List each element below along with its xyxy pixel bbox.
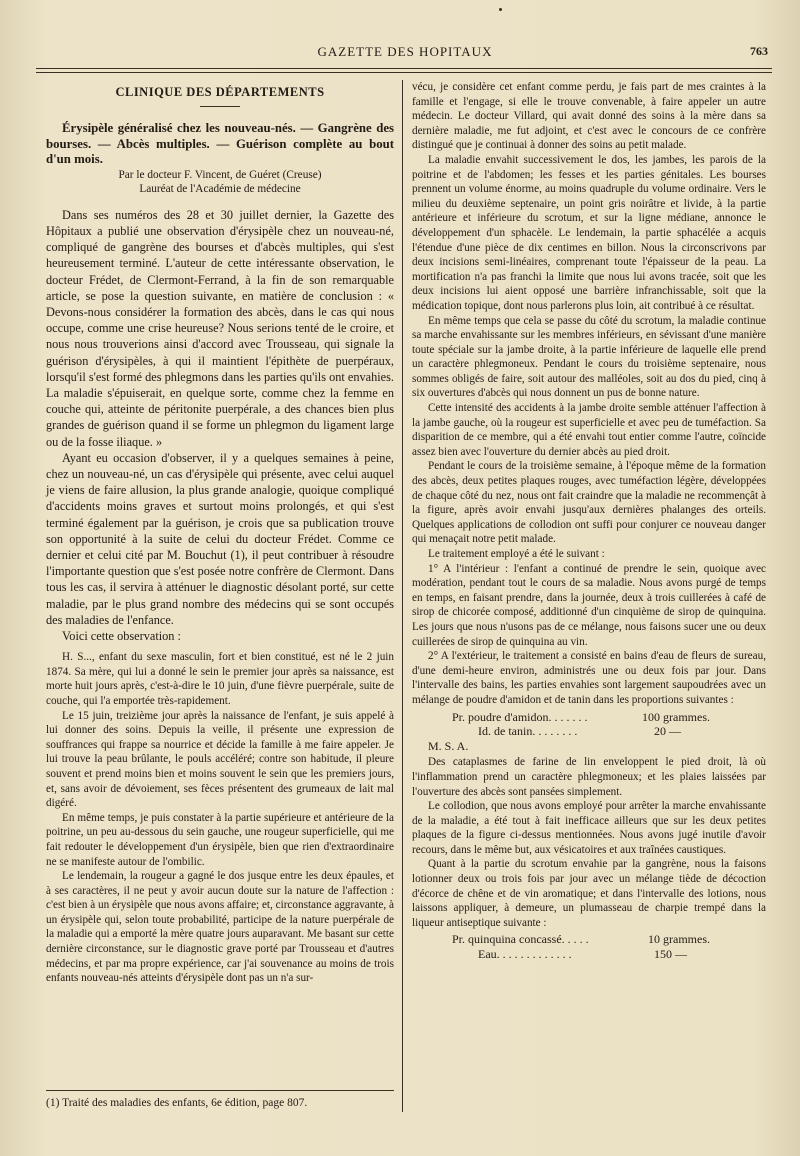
publication-title: GAZETTE DES HOPITAUX: [317, 44, 493, 59]
recipe-quantity: 150 —: [654, 947, 687, 962]
observation-paragraph: Le lendemain, la rougeur a gagné le dos jusque entre les deux épaules, et à ses caractères, il ne peut y avoir aucun doute sur la nature de l'affection : c'est bien à un érysipèle que nous avons affaire; et, circonstance aggravante, à un érysipèle qui, selon toute probabilité, participe de la nature puerpérale de la maladie qui a emporté la mère quatre jours auparavant. Me basant sur cette dernière circonstance, sur le diagnostic grave porté par Trousseau et d'autres médecins, et par ma propre expérience, car j'ai souvenance au moins de trois enfants nouveau-nés atteints d'érysipèle dont pas un n'a sur-: [46, 870, 394, 985]
author-line: Par le docteur F. Vincent, de Guéret (Creuse): [118, 168, 322, 181]
recipe-quantity: 10 grammes.: [648, 932, 710, 947]
header-rule: [36, 68, 772, 69]
recipe-item: Eau. . . . . . . . . . . . .: [478, 947, 572, 962]
footnote: (1) Traité des maladies des enfants, 6e édition, page 807.: [46, 1097, 308, 1109]
observation-paragraph: Le traitement employé a été le suivant :: [428, 548, 605, 560]
observation-paragraph: En même temps que cela se passe du côté du scrotum, la maladie continue sa marche envahissante sur les membres inférieurs, en sévissant d'une manière toute spéciale sur la jambe droite, à la partie inférieure de laquelle elle prend un caractère phlegmoneux. Pendant le cours du troisième septenaire, nous sommes obligés de faire, soit autour des malléoles, soit au dos du pied, cinq à six ouvertures d'abcès qui nous donnent un pus de bonne nature.: [412, 314, 766, 400]
observation-paragraph: 1° A l'intérieur : l'enfant a continué de prendre le sein, quoique avec modération, pendant tout le cours de sa maladie. Nous avons purgé de temps en temps, en faisant prendre, dans la journée, deux à trois cuillerées à café de sirop de chicorée composé, additionné d'un cinquième de sirop de quinquina. Les jours que nous n'usons pas de ce mélange, nous faisons sucer une ou deux cuillerées de sirop de quinquina au vin.: [412, 562, 766, 648]
recipe-item: Pr. poudre d'amidon. . . . . . .: [452, 709, 588, 724]
author-distinction: Lauréat de l'Académie de médecine: [139, 183, 301, 196]
recipe-block: [412, 710, 766, 754]
recipe-msa: M. S. A.: [428, 738, 469, 753]
observation-paragraph: Des cataplasmes de farine de lin enveloppent le pied droit, là où l'inflammation prend un caractère phlegmoneux; et les plaies laissées par l'ouverture des abcès sont pansées simplement.: [412, 756, 766, 798]
header-rule-double: [36, 72, 772, 73]
page-number: 763: [750, 44, 768, 58]
observation-paragraph: En même temps, je puis constater à la partie supérieure et antérieure de la poitrine, un peu au-dessous du sein gauche, une rougeur superficielle, qui me fait redouter le développement d'un érysipèle, bien que rien d'extraordinaire ne se manifeste autour de l'ombilic.: [46, 811, 394, 868]
recipe-item: Pr. quinquina concassé. . . . .: [452, 932, 589, 947]
paragraph: Voici cette observation :: [62, 628, 181, 643]
section-title: CLINIQUE DES DÉPARTEMENTS: [115, 85, 325, 99]
observation-paragraph: Le collodion, que nous avons employé pour arrêter la marche envahissante de la maladie, a été tout à fait inefficace ailleurs que sur les deux petites plaques de la figure ci-dessus mentionnées. Nous avons jugé inutile d'avoir recours, dans le même but, aux vésicatoires et aux traînées caustiques.: [412, 800, 766, 856]
page-header: [40, 40, 770, 66]
observation-paragraph: Cette intensité des accidents à la jambe droite semble atténuer l'affection à la jambe gauche, où la rougeur est superficielle et avec peu de tuméfaction. Sa disparition de ce membre, qui a été envahi tout entier comme l'autre, coïncide assez bien avec l'ouverture du dernier abcès au pied droit.: [412, 402, 766, 458]
observation-paragraph: H. S..., enfant du sexe masculin, fort et bien constitué, est né le 2 juin 1874. Sa mère, qui lui a donné le sein le premier jour après sa naissance, est morte huit jours après, c'est-à-dire le 10 juin, d'une fièvre puerpérale, suite de couche, qui l'a emportée très-rapidement.: [46, 651, 394, 707]
left-column: [46, 84, 394, 986]
right-column: [412, 80, 766, 964]
recipe-quantity: 100 grammes.: [642, 709, 710, 724]
footnote-rule: [46, 1090, 394, 1091]
observation-paragraph: vécu, je considère cet enfant comme perdu, je fais part de mes craintes à la famille et l'engage, si elle le trouve convenable, à faire appeler un autre médecin. Le docteur Villard, qui avait donné des soins à la mère dans sa dernière maladie, me fut adjoint, et c'est avec le concours de ce confrère distingué que je continuai à donner des soins au petit malade.: [412, 81, 766, 152]
paragraph: Dans ses numéros des 28 et 30 juillet dernier, la Gazette des Hôpitaux a publié une observation d'érysipèle chez un nouveau-né, compliqué de gangrène des bourses et d'abcès multiples, qui s'est heureusement terminé. L'auteur de cette intéressante observation, le docteur Frédet, de Clermont-Ferrand, à la fin de son remarquable article, se pose la question suivante, en matière de conclusion : « Devons-nous considérer la formation des abcès, dans le cas qui nous occupe, comme une crise heureuse? Nous serions tenté de le croire, et nous nous trouverions ainsi d'accord avec Trousseau, qui signale la guérison d'érysipèles, à qui il maintient l'épithète de puerpéraux, lorsqu'il s'est formé des phlegmons dans les parties qu'ils ont envahies. La maladie s'épuiserait, en quelque sorte, comme chez la femme en couche qui, atteinte de péritonite puerpérale, a des chances bien plus grandes de guérison quand il se forme un phlegmon du ligament large ou de la fosse iliaque. »: [46, 207, 394, 449]
article-title: Érysipèle généralisé chez les nouveau-nés. — Gangrène des bourses. — Abcès multiples. — Guérison complète au bout d'un mois.: [46, 121, 394, 167]
recipe-item: Id. de tanin. . . . . . . .: [478, 724, 578, 739]
paragraph: Ayant eu occasion d'observer, il y a quelques semaines à peine, chez un nouveau-né, un cas d'érysipèle qui présente, avec celui auquel je viens de faire allusion, la plus grande analogie, quoique compliqué d'accidents moins graves et surtout moins prolongés, et qui s'est terminé également par la guérison, je crois que sa publication trouve son opportunité à la suite de celui du docteur Frédet. Comme ce dernier et celui cité par M. Bouchut (1), il peut contribuer à résoudre l'importante question que s'est posée notre confrère de Clermont. Dans tous les cas, il servira à atténuer le diagnostic désolant porté, sur cette maladie, par le plus grand nombre des médecins qui se sont occupés des maladies de l'enfance.: [46, 450, 394, 627]
recipe-block: [412, 932, 766, 961]
observation-paragraph: La maladie envahit successivement le dos, les jambes, les parois de la poitrine et de l'abdomen; les fesses et les parties génitales. Les bourses prennent un volume énorme, au moins quadruple du volume ordinaire. Vers le milieu du deuxième septenaire, un point gris noirâtre et livide, à la partie antérieure et inférieure du scrotum, et sur la ligne médiane, annonce le développement d'un sphacèle. Le lendemain, la partie sphacélée a acquis l'étendue d'une pièce de dix centimes en billon. Nous la circonscrivons par deux incisions semi-linéaires, comprenant toute l'épaisseur de la peau. La mortification n'a pas franchi la limite que nous lui avons tracée, soit que les deux incisions lui aient opposé une barrière infranchissable, soit que la médication topique, dont nous parlerons plus loin, ait contribué à ce résultat.: [412, 153, 766, 312]
recipe-quantity: 20 —: [654, 724, 681, 739]
column-divider: [402, 80, 403, 1112]
observation-paragraph: 2° A l'extérieur, le traitement a consisté en bains d'eau de fleurs de sureau, d'une demi-heure environ, administrés une ou deux fois par jour. Dans l'intervalle des bains, les parties envahies sont largement saupoudrées avec un mélange de poudre d'amidon et de tanin dans les proportions suivantes :: [412, 650, 766, 706]
author-byline: [46, 168, 394, 197]
ink-dot-icon: [499, 8, 502, 11]
observation-paragraph: Quant à la partie du scrotum envahie par la gangrène, nous la faisons lotionner deux ou trois fois par jour avec un mélange tiède de décoction d'écorce de chêne et de vin aromatique; et dans l'intervalle des lotions, nous laissons appliquer, à demeure, un plumasseau de charpie trempé dans la liqueur antiseptique suivante :: [412, 858, 766, 929]
section-rule: [200, 106, 240, 107]
observation-paragraph: Le 15 juin, treizième jour après la naissance de l'enfant, je suis appelé à lui donner des soins. Depuis la veille, il présente une expression de souffrances qui frappe sa nourrice et décide la famille à me faire appeler. Je lui trouve la peau brûlante, le pouls accéléré; contre son habitude, il pleure souvent et prend moins bien et moins souvent le sein que les premiers jours, et, sans avoir de dévoiement, ses fèces présentent des grumeaux de lait mal digéré.: [46, 709, 394, 810]
observation-paragraph: Pendant le cours de la troisième semaine, à l'époque même de la formation des abcès, deux petites plaques rouges, avec tuméfaction légère, développées de chaque côté du nez, nous ont fait craindre que la maladie ne recommençât à la figure, après avoir envahi jusqu'aux dernières phalanges des orteils. Quelques applications de collodion ont suffi pour conjurer ce nouveau danger qui menaçait notre petit malade.: [412, 460, 766, 546]
